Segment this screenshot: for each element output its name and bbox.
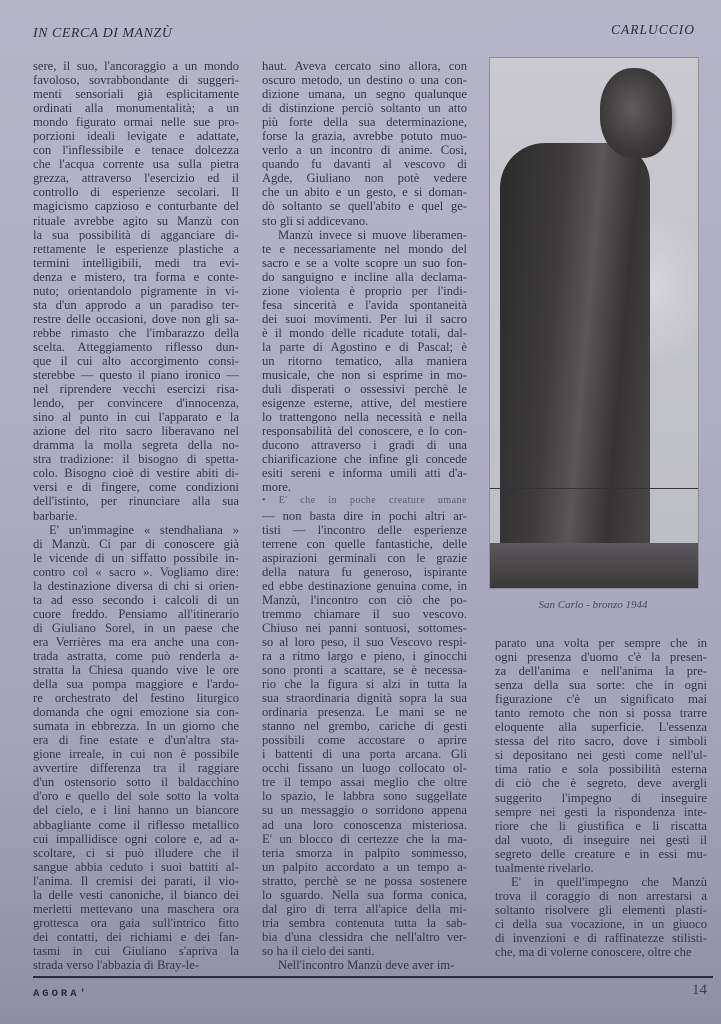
text-line: Chiuso nei panni sontuosi, sottomes- [262, 620, 467, 635]
text-line: sacro e se a volte scopre un suo fon- [262, 255, 467, 270]
text-line: sta d'un approdo a un paradiso ter- [33, 297, 239, 312]
text-line: ad una loro conoscenza misteriosa. [262, 817, 467, 832]
text-line: parato una volta per sempre che in [495, 636, 707, 650]
text-column-3 [495, 636, 707, 959]
figure-caption: San Carlo - bronzo 1944 [538, 599, 648, 611]
author-name: CARLUCCIO [610, 22, 695, 37]
text-line: era Verrières ma era anche una con- [33, 634, 239, 649]
text-line: trova il coraggio di non arrestarsi a [495, 888, 707, 903]
text-line: E' un'immagine « stendhaliana » [49, 522, 239, 537]
text-line: favoloso, sovrabbondante di suggeri- [33, 73, 239, 88]
text-line: porzioni ideali levigate e adattate, [33, 129, 239, 144]
text-line: di Giuliano Sorel, in un paese che [33, 620, 239, 635]
sculpture-head [600, 68, 672, 158]
text-line: un ritorno tematico, alla maniera [262, 353, 467, 368]
text-line: ogni presenza d'uomo c'è la presen- [495, 650, 707, 665]
text-line: dal giro di terra all'apice della mi- [262, 901, 467, 916]
text-line: ra a ritmo largo e pieno, i ginocchi [262, 648, 467, 663]
text-line: d'un ostensorio sotto il baldacchino [33, 775, 239, 790]
text-line: le vicende di un siffatto possibile in- [33, 550, 239, 565]
text-line: E' un blocco di certezze che la ma- [262, 831, 467, 846]
text-line: fesa sincerità e l'avida spontaneità [262, 297, 467, 312]
text-line: avvertire differenza tra il raggiare [33, 761, 239, 776]
page-number: 14 [692, 982, 707, 998]
text-line: dell'istinto, per rinunciare alla sua [33, 494, 239, 509]
text-line: cui impallidisce ogni colore e, ad a- [33, 831, 239, 846]
text-line: dizione umana, un segno qualunque [262, 87, 467, 102]
text-line: que il cui alto accorgimento consi- [33, 353, 239, 368]
text-line: Manzù invece si muove liberamen- [278, 227, 467, 242]
text-line: oscuro metodo, un destino o una con- [262, 73, 467, 88]
text-line: segreto delle creature e in essi mu- [495, 846, 707, 861]
paragraph [262, 494, 467, 958]
paragraph [495, 636, 707, 875]
text-line: E' in quell'impegno che Manzù [511, 874, 707, 889]
running-title: IN CERCA DI MANZÙ [33, 26, 173, 41]
text-line: sterebbe — questo il piano ironico — [33, 368, 239, 383]
text-line: duli disperati o ossessivi perchè le [262, 382, 467, 397]
text-line: di invenzioni e di raffinatezze stilisti- [495, 930, 707, 945]
text-line: è il mondo delle ricadute totali, dal- [262, 325, 467, 340]
text-line: tasmi in cui Giuliano s'apriva la [33, 943, 239, 958]
text-line: so al loro peso, il suo Vescovo respi- [262, 634, 467, 649]
text-line: barbarie. [33, 508, 78, 523]
text-line: ta ad esso secondo i calcoli di un [33, 592, 239, 607]
text-line: verlo a un incontro di anime. Così, [262, 143, 467, 158]
text-line: riore che li giustifica e li riscatta [495, 818, 707, 833]
text-line: merletti mettevano una maschera ora [33, 901, 239, 916]
text-line: controllo di esperienze secolari. Il [33, 185, 239, 200]
text-line: lendo, per convincere d'innocenza, [33, 396, 239, 411]
text-line: stra tradizione: il bisogno di spetta- [33, 452, 239, 467]
text-line: stessa del rito sacro, dove i simboli [495, 734, 707, 749]
text-line: dei suoi movimenti. Per lui il sacro [262, 311, 467, 326]
text-line: forse la grazia, avrebbe potuto muo- [262, 129, 467, 144]
text-line: senza della sua sorte: che in ogni [495, 678, 707, 693]
text-line: azione del rito sacro liberavano nel [33, 424, 239, 439]
text-line: tanto remoto che non si possa trarre [495, 706, 707, 721]
text-line: tisti — l'incontro delle esperienze [262, 522, 467, 537]
text-line: sono pronti a scattare, se è necessa- [262, 663, 467, 678]
text-line: abbagliante come il riflesso metallico [33, 817, 239, 832]
text-line: ci della sua vocazione, in un giuoco [495, 916, 707, 931]
text-line: responsabilità del conoscere, e lo con- [262, 424, 467, 439]
text-line: si depositano nei gesti come nell'ul- [495, 748, 707, 763]
text-line: musicale, che non si esprime in mo- [262, 368, 467, 383]
paragraph [262, 59, 467, 228]
text-line: stanno nel grembo, cariche di gesti [262, 719, 467, 734]
text-line: mondo figurato ormai nelle sue pro- [33, 115, 239, 130]
text-line: nel riprendere vecchi esercizi risa- [33, 382, 239, 397]
text-line: zione violenta è proprio per l'indi- [262, 283, 467, 298]
paragraph [262, 958, 467, 972]
text-line: dò soltanto se quell'abito e quel ge- [262, 199, 467, 214]
text-line: rebbe rimasto che l'imbarazzo della [33, 325, 239, 340]
text-line: tria sembra contenuta tutta la sab- [262, 915, 467, 930]
text-line: possibili come accostare o aprire [262, 733, 467, 748]
text-line: ducono attraverso i gradi di una [262, 438, 467, 453]
text-line: sere, il suo, l'ancoraggio a un mondo [33, 59, 239, 73]
text-line: versi e di fingere, come condizioni [33, 480, 239, 495]
text-line: re orchestrato del festino liturgico [33, 691, 239, 706]
text-line: grottesca ora gaia sull'intrico fitto [33, 915, 239, 930]
text-line: della sua pompa maggiore e l'ardo- [33, 677, 239, 692]
text-line: la destinazione diversa di chi si orien- [33, 578, 239, 593]
text-line: more. [262, 480, 292, 495]
text-line: rio che la figura si alzi in tutta la [262, 677, 467, 692]
text-line: strada verso l'abbazia di Bray-le- [33, 958, 199, 972]
text-line: eloquente alla superficie. L'essenza [495, 720, 707, 735]
text-line: Agde, Giuliano non potè vedere [262, 171, 467, 186]
text-line: rettamente le esperienze plastiche a [33, 241, 239, 256]
text-line: sempre nei gesti la rispondenza inte- [495, 804, 707, 819]
text-line: restre delle occasioni, dove non gli sa- [33, 311, 239, 326]
sculpture-base [490, 543, 698, 588]
text-line: lo spazio, le labbra sono suggellate [262, 789, 467, 804]
text-line: sino al punto in cui l'apparato e la [33, 410, 239, 425]
text-line: — non basta dire in pochi altri ar- [262, 508, 467, 523]
text-line: cuore freddo. Pensiamo all'itinerario [33, 606, 239, 621]
text-line: aspirazioni germinali con le grazie [262, 550, 467, 565]
text-line: che l'acqua corrente usa sulla pietra [33, 157, 239, 172]
text-line: domanda che ogni emozione sia con- [33, 705, 239, 720]
text-line: i battenti di una porta arcana. Gli [262, 747, 467, 762]
text-line: l'anima. Il cremisi dei parati, il vio- [33, 873, 239, 888]
magazine-name: AGORA' [33, 988, 89, 1000]
text-line: lo sguardo. Nella sua forma conica, [262, 887, 467, 902]
paragraph [33, 59, 239, 523]
text-line: un palpito accordato a un tempo a- [262, 859, 467, 874]
text-line: dramma la molla segreta della no- [33, 438, 239, 453]
text-line: che un abito e un gesto, e si doman- [262, 185, 467, 200]
text-column-1 [33, 59, 239, 972]
text-line: ed ebbe destinazione genuina come, in [262, 578, 467, 593]
text-line: colo. Bisogno cioè di vestire abiti di- [33, 466, 239, 481]
text-line: trada astratta, come può renderla a- [33, 648, 239, 663]
footer-divider [33, 976, 713, 978]
text-line: la parte di Agostino e di Pascal; è [262, 339, 467, 354]
text-line: tremmo chiamare il suo vescovo. [262, 606, 467, 621]
text-line: esigenze esterne, attive, del mestiere [262, 396, 467, 411]
sculpture-photo [489, 57, 699, 589]
paragraph [33, 523, 239, 973]
text-line: suggerito l'impegno di inseguire [495, 790, 707, 805]
text-line: quando fu davanti al vescovo di [262, 157, 467, 172]
paragraph [495, 875, 707, 959]
text-line: Nell'incontro Manzù deve aver im- [278, 958, 455, 972]
text-line: contro col « sacro ». Vogliamo dire: [33, 564, 239, 579]
text-line: dei contatti, dei richiami e dei fan- [33, 929, 239, 944]
text-line: so ha il cielo dei santi. [262, 943, 375, 958]
text-line: su un messaggio o sorridono appena [262, 803, 467, 818]
text-line: tualmente rivelarlo. [495, 860, 594, 875]
text-line: stratta la Chiesa quando vive le ore [33, 663, 239, 678]
text-line: haut. Aveva cercato sino allora, con [262, 59, 467, 73]
text-line: chiarificazione che infine gli concede [262, 452, 467, 467]
text-line: dal vuoto, di inseguire nei gesti il [495, 832, 707, 847]
text-line: tima ratio e sola possibilità esterna [495, 762, 707, 777]
text-line: del cielo, e i lini hanno un biancore [33, 803, 239, 818]
text-line: soltanto risolvere gli elementi plasti- [495, 902, 707, 917]
text-line: d'oro e quello del sole sotto la volta [33, 789, 239, 804]
text-line: nuto; orientandolo pigramente in vi- [33, 283, 239, 298]
text-line: gione irreale, in cui non è possibile [33, 747, 239, 762]
footnote-line: • E' che in poche creature umane [262, 495, 467, 507]
text-line: magicismo capzioso e conturbante del [33, 199, 239, 214]
text-line: do sanguigno e incline alla declama- [262, 269, 467, 284]
text-line: bia d'una clessidra che nell'altro ver- [262, 929, 467, 944]
text-line: la sua possibilità di agganciare di- [33, 227, 239, 242]
text-line: te e necessariamente nel mondo del [262, 241, 467, 256]
text-line: occhi fissano un luogo collocato ol- [262, 761, 467, 776]
text-line: che, ma di volerne conoscere, oltre che [495, 945, 692, 960]
text-line: ordinati alla monumentalità; a un [33, 101, 239, 116]
paragraph [262, 228, 467, 495]
text-line: figurazione c'è un significato mai [495, 692, 707, 707]
text-line: stratto, perchè se ne possa sostenere [262, 873, 467, 888]
text-line: menti sensoriali già esplicitamente [33, 87, 239, 102]
text-line: sumata in ebbrezza. In un giorno che [33, 719, 239, 734]
text-line: della natura fu generoso, ispirante [262, 564, 467, 579]
text-line: rituale avrebbe agito su Manzù con [33, 213, 239, 228]
text-line: ordinaria presenza. Le mani se ne [262, 705, 467, 720]
text-line: teria smorza in palpito sommesso, [262, 845, 467, 860]
page-fold-line [490, 488, 698, 489]
text-line: la delle vesti canoniche, il bianco dei [33, 887, 239, 902]
text-column-2 [262, 59, 467, 972]
text-line: più forte della sua determinazione, [262, 115, 467, 130]
text-line: scelta. Atteggiamento riflesso dun- [33, 339, 239, 354]
text-line: era di fine estate e d'un'altra sta- [33, 733, 239, 748]
text-line: Manzù, l'incontro con ciò che po- [262, 592, 467, 607]
text-line: esiti sereni e informa umili atti d'a- [262, 466, 467, 481]
text-line: termini intelligibili, medi tra evi- [33, 255, 239, 270]
text-line: di ciò che è segreto, deve avergli [495, 776, 707, 791]
text-line: lo trattengono nella necessità e nella [262, 410, 467, 425]
text-line: sangue abbia ceduto i suoi battiti al- [33, 859, 239, 874]
text-line: tre il tempo assai meglio che oltre [262, 775, 467, 790]
text-line: di Manzù. Ci par di conoscere già [33, 536, 239, 551]
text-line: terrene con quelle fantastiche, delle [262, 536, 467, 551]
text-line: denza e mistero, tra forma e conte- [33, 269, 239, 284]
text-line: za dell'anima e nell'anima la pre- [495, 664, 707, 679]
text-line: scoltare, ci si può illudere che il [33, 845, 239, 860]
text-line: grezza, attraverso l'esercizio ed il [33, 171, 239, 186]
sculpture-robe [500, 143, 650, 573]
text-line: di distinzione perciò soltanto un atto [262, 101, 467, 116]
text-line: sua straordinaria dignità sopra la sua [262, 691, 467, 706]
text-line: con l'inflessibile e tenace dolcezza [33, 143, 239, 158]
text-line: sto gli si addicevano. [262, 213, 369, 228]
